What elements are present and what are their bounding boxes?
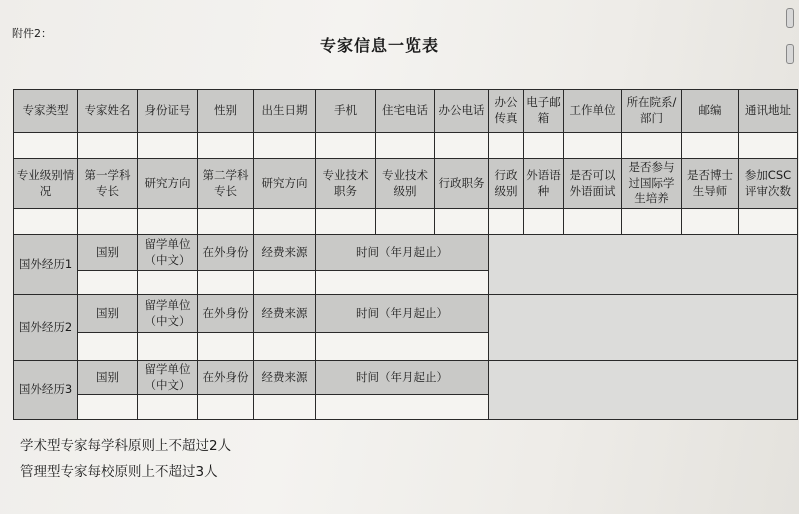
field-label: 经费来源 (254, 361, 316, 395)
level-cell: 专业技术级别 (376, 159, 435, 209)
level-header-row (14, 159, 798, 209)
level-cell: 行政职务 (435, 159, 489, 209)
header-cell: 办公传真 (489, 90, 524, 133)
field-label: 经费来源 (254, 295, 316, 333)
overseas-fields-row (14, 295, 798, 333)
field-label: 留学单位（中文） (138, 235, 198, 271)
header-cell: 办公电话 (435, 90, 489, 133)
level-cell: 专业技术职务 (316, 159, 376, 209)
header-cell: 性别 (198, 90, 254, 133)
level-cell: 参加CSC评审次数 (739, 159, 798, 209)
level-cell: 是否可以外语面试 (564, 159, 622, 209)
header-cell: 电子邮箱 (524, 90, 564, 133)
page-title: 专家信息一览表 (320, 36, 440, 55)
overseas-block-label: 国外经历3 (14, 361, 78, 420)
level-cell: 研究方向 (138, 159, 198, 209)
level-cell: 第一学科专长 (78, 159, 138, 209)
expert-info-table (13, 89, 798, 420)
field-label: 时间（年月起止） (316, 235, 489, 271)
header-cell: 工作单位 (564, 90, 622, 133)
field-label: 国别 (78, 295, 138, 333)
entry-row (14, 209, 798, 235)
level-cell: 是否博士生导师 (682, 159, 739, 209)
attachment-label: 附件2： (12, 27, 52, 40)
overseas-block-label: 国外经历2 (14, 295, 78, 361)
level-cell: 外语语种 (524, 159, 564, 209)
field-label: 国别 (78, 235, 138, 271)
blank-area (489, 295, 798, 361)
overseas-block-label: 国外经历1 (14, 235, 78, 295)
paper-clip (786, 44, 794, 64)
note-academic: 学术型专家每学科原则上不超过2人 (20, 438, 232, 454)
header-row (14, 90, 798, 133)
field-label: 留学单位（中文） (138, 361, 198, 395)
paper-clip (786, 8, 794, 28)
field-label: 留学单位（中文） (138, 295, 198, 333)
field-label: 国别 (78, 361, 138, 395)
field-label: 经费来源 (254, 235, 316, 271)
level-cell: 专业级别情况 (14, 159, 78, 209)
header-cell: 专家姓名 (78, 90, 138, 133)
header-cell: 身份证号 (138, 90, 198, 133)
header-cell: 专家类型 (14, 90, 78, 133)
blank-area (489, 235, 798, 295)
field-label: 在外身份 (198, 361, 254, 395)
note-management: 管理型专家每校原则上不超过3人 (20, 464, 218, 480)
entry-row (14, 133, 798, 159)
header-cell: 住宅电话 (376, 90, 435, 133)
overseas-fields-row (14, 361, 798, 395)
field-label: 在外身份 (198, 295, 254, 333)
overseas-fields-row (14, 235, 798, 271)
level-cell: 行政级别 (489, 159, 524, 209)
field-label: 时间（年月起止） (316, 361, 489, 395)
level-cell: 第二学科专长 (198, 159, 254, 209)
header-cell: 手机 (316, 90, 376, 133)
level-cell: 研究方向 (254, 159, 316, 209)
header-cell: 所在院系/部门 (622, 90, 682, 133)
blank-area (489, 361, 798, 420)
header-cell: 通讯地址 (739, 90, 798, 133)
field-label: 时间（年月起止） (316, 295, 489, 333)
header-cell: 出生日期 (254, 90, 316, 133)
header-cell: 邮编 (682, 90, 739, 133)
field-label: 在外身份 (198, 235, 254, 271)
level-cell: 是否参与过国际学生培养 (622, 159, 682, 209)
